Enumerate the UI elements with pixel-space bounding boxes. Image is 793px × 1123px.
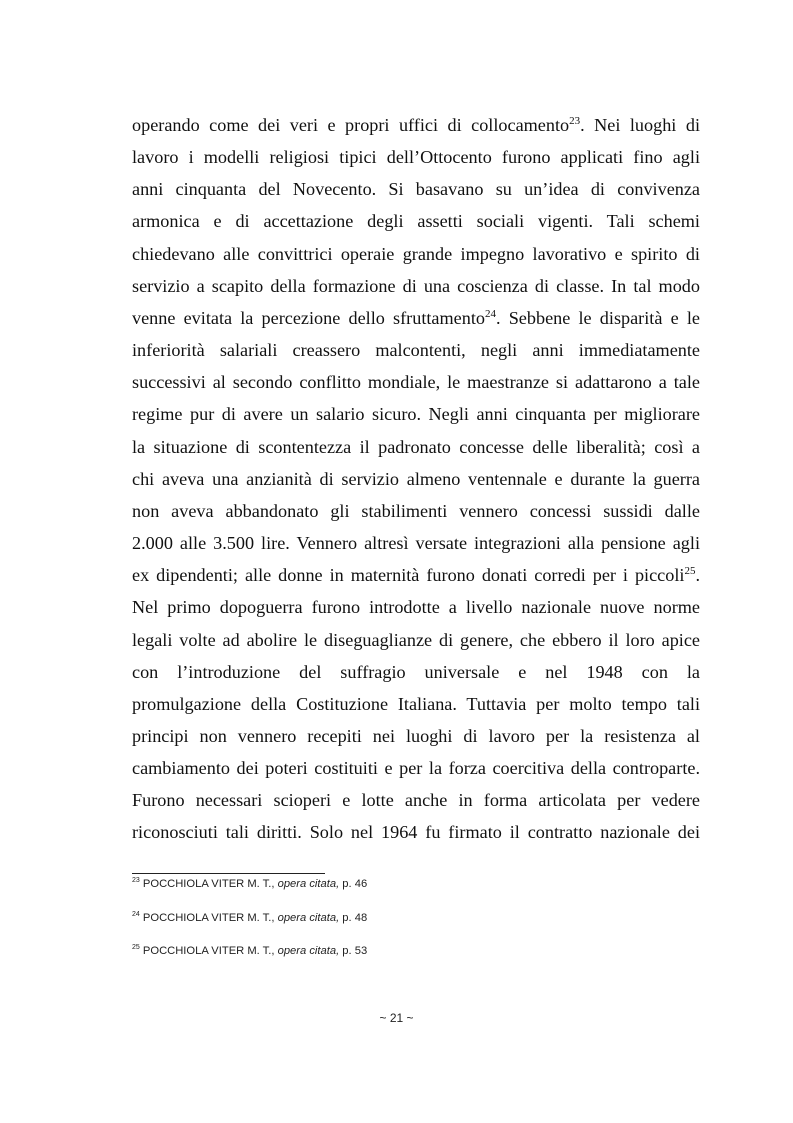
text-line: lavoro i modelli religiosi tipici dell’Ottocento furono applicati fino agli	[132, 147, 700, 168]
text-line: la situazione di scontentezza il padronato concesse delle liberalità; così a	[132, 436, 700, 457]
text-line: riconosciuti tali diritti. Solo nel 1964 fu firmato il contratto nazionale dei	[132, 822, 700, 843]
text-line: anni cinquanta del Novecento. Si basavano su un’idea di convivenza	[132, 179, 700, 200]
footnote-ref: 24	[484, 307, 496, 320]
footnote-work: opera citata,	[277, 945, 340, 957]
page-number: ~ 21 ~	[379, 1011, 414, 1025]
footnote-number: 25	[132, 944, 140, 951]
footnote-work: opera citata,	[277, 878, 340, 890]
text-line: non aveva abbandonato gli stabilimenti vennero concessi sussidi dalle	[132, 500, 700, 521]
footnote-number: 24	[132, 911, 140, 918]
footnote-item	[132, 912, 367, 924]
text-line: principi non vennero recepiti nei luoghi di lavoro per la resistenza al	[132, 725, 700, 746]
text-line: successivi al secondo conflitto mondiale, le maestranze si adattarono a tale	[132, 372, 700, 393]
footnote-author: POCCHIOLA VITER M. T.,	[142, 945, 278, 957]
text-line: promulgazione della Costituzione Italiana. Tuttavia per molto tempo tali	[132, 693, 700, 714]
footnote-ref: 23	[569, 115, 581, 127]
text-line: venne evitata la percezione dello sfruttamento$^{24}$. Sebbene le disparità e le	[132, 307, 700, 328]
footnote-page: p. 46	[339, 878, 368, 890]
text-line: 2.000 alle 3.500 lire. Vennero altresì versate integrazioni alla pensione agli	[132, 533, 700, 554]
footnote-author: POCCHIOLA VITER M. T.,	[142, 878, 278, 890]
body-text	[132, 109, 700, 849]
footnote-work: opera citata,	[277, 912, 340, 924]
text-line: ex dipendenti; alle donne in maternità furono donati corredi per i piccoli$^{25}$.	[132, 565, 700, 586]
footnote-author: POCCHIOLA VITER M. T.,	[142, 912, 278, 924]
text-line: legali volte ad abolire le diseguaglianze di genere, che ebbero il loro apice	[132, 629, 700, 650]
footnote-item	[132, 945, 367, 957]
text-line: Nel primo dopoguerra furono introdotte a livello nazionale nuove norme	[132, 597, 700, 618]
footnote-page: p. 53	[339, 945, 368, 957]
footnote-item	[132, 878, 367, 890]
footnote-ref: 25	[684, 565, 696, 578]
footnote-number: 23	[132, 877, 140, 884]
text-line: regime pur di avere un salario sicuro. Negli anni cinquanta per migliorare	[132, 404, 700, 425]
text-line: chi aveva una anzianità di servizio almeno ventennale e durante la guerra	[132, 468, 700, 489]
text-line: Furono necessari scioperi e lotte anche in forma articolata per vedere	[132, 790, 700, 811]
footnote-separator	[132, 873, 325, 874]
text-line: inferiorità salariali creassero malcontenti, negli anni immediatamente	[132, 340, 700, 361]
text-line: servizio a scapito della formazione di una coscienza di classe. In tal modo	[132, 275, 700, 296]
text-line: cambiamento dei poteri costituiti e per la forza coercitiva della controparte.	[132, 758, 700, 779]
text-line: con l’introduzione del suffragio universale e nel 1948 con la	[132, 661, 700, 682]
text-line: armonica e di accettazione degli assetti sociali vigenti. Tali schemi	[132, 211, 700, 232]
text-line: chiedevano alle convittrici operaie grande impegno lavorativo e spirito di	[132, 243, 700, 264]
text-line: operando come dei veri e propri uffici di collocamento$^{23}$. Nei luoghi di	[132, 115, 700, 135]
footnote-page: p. 48	[339, 912, 368, 924]
